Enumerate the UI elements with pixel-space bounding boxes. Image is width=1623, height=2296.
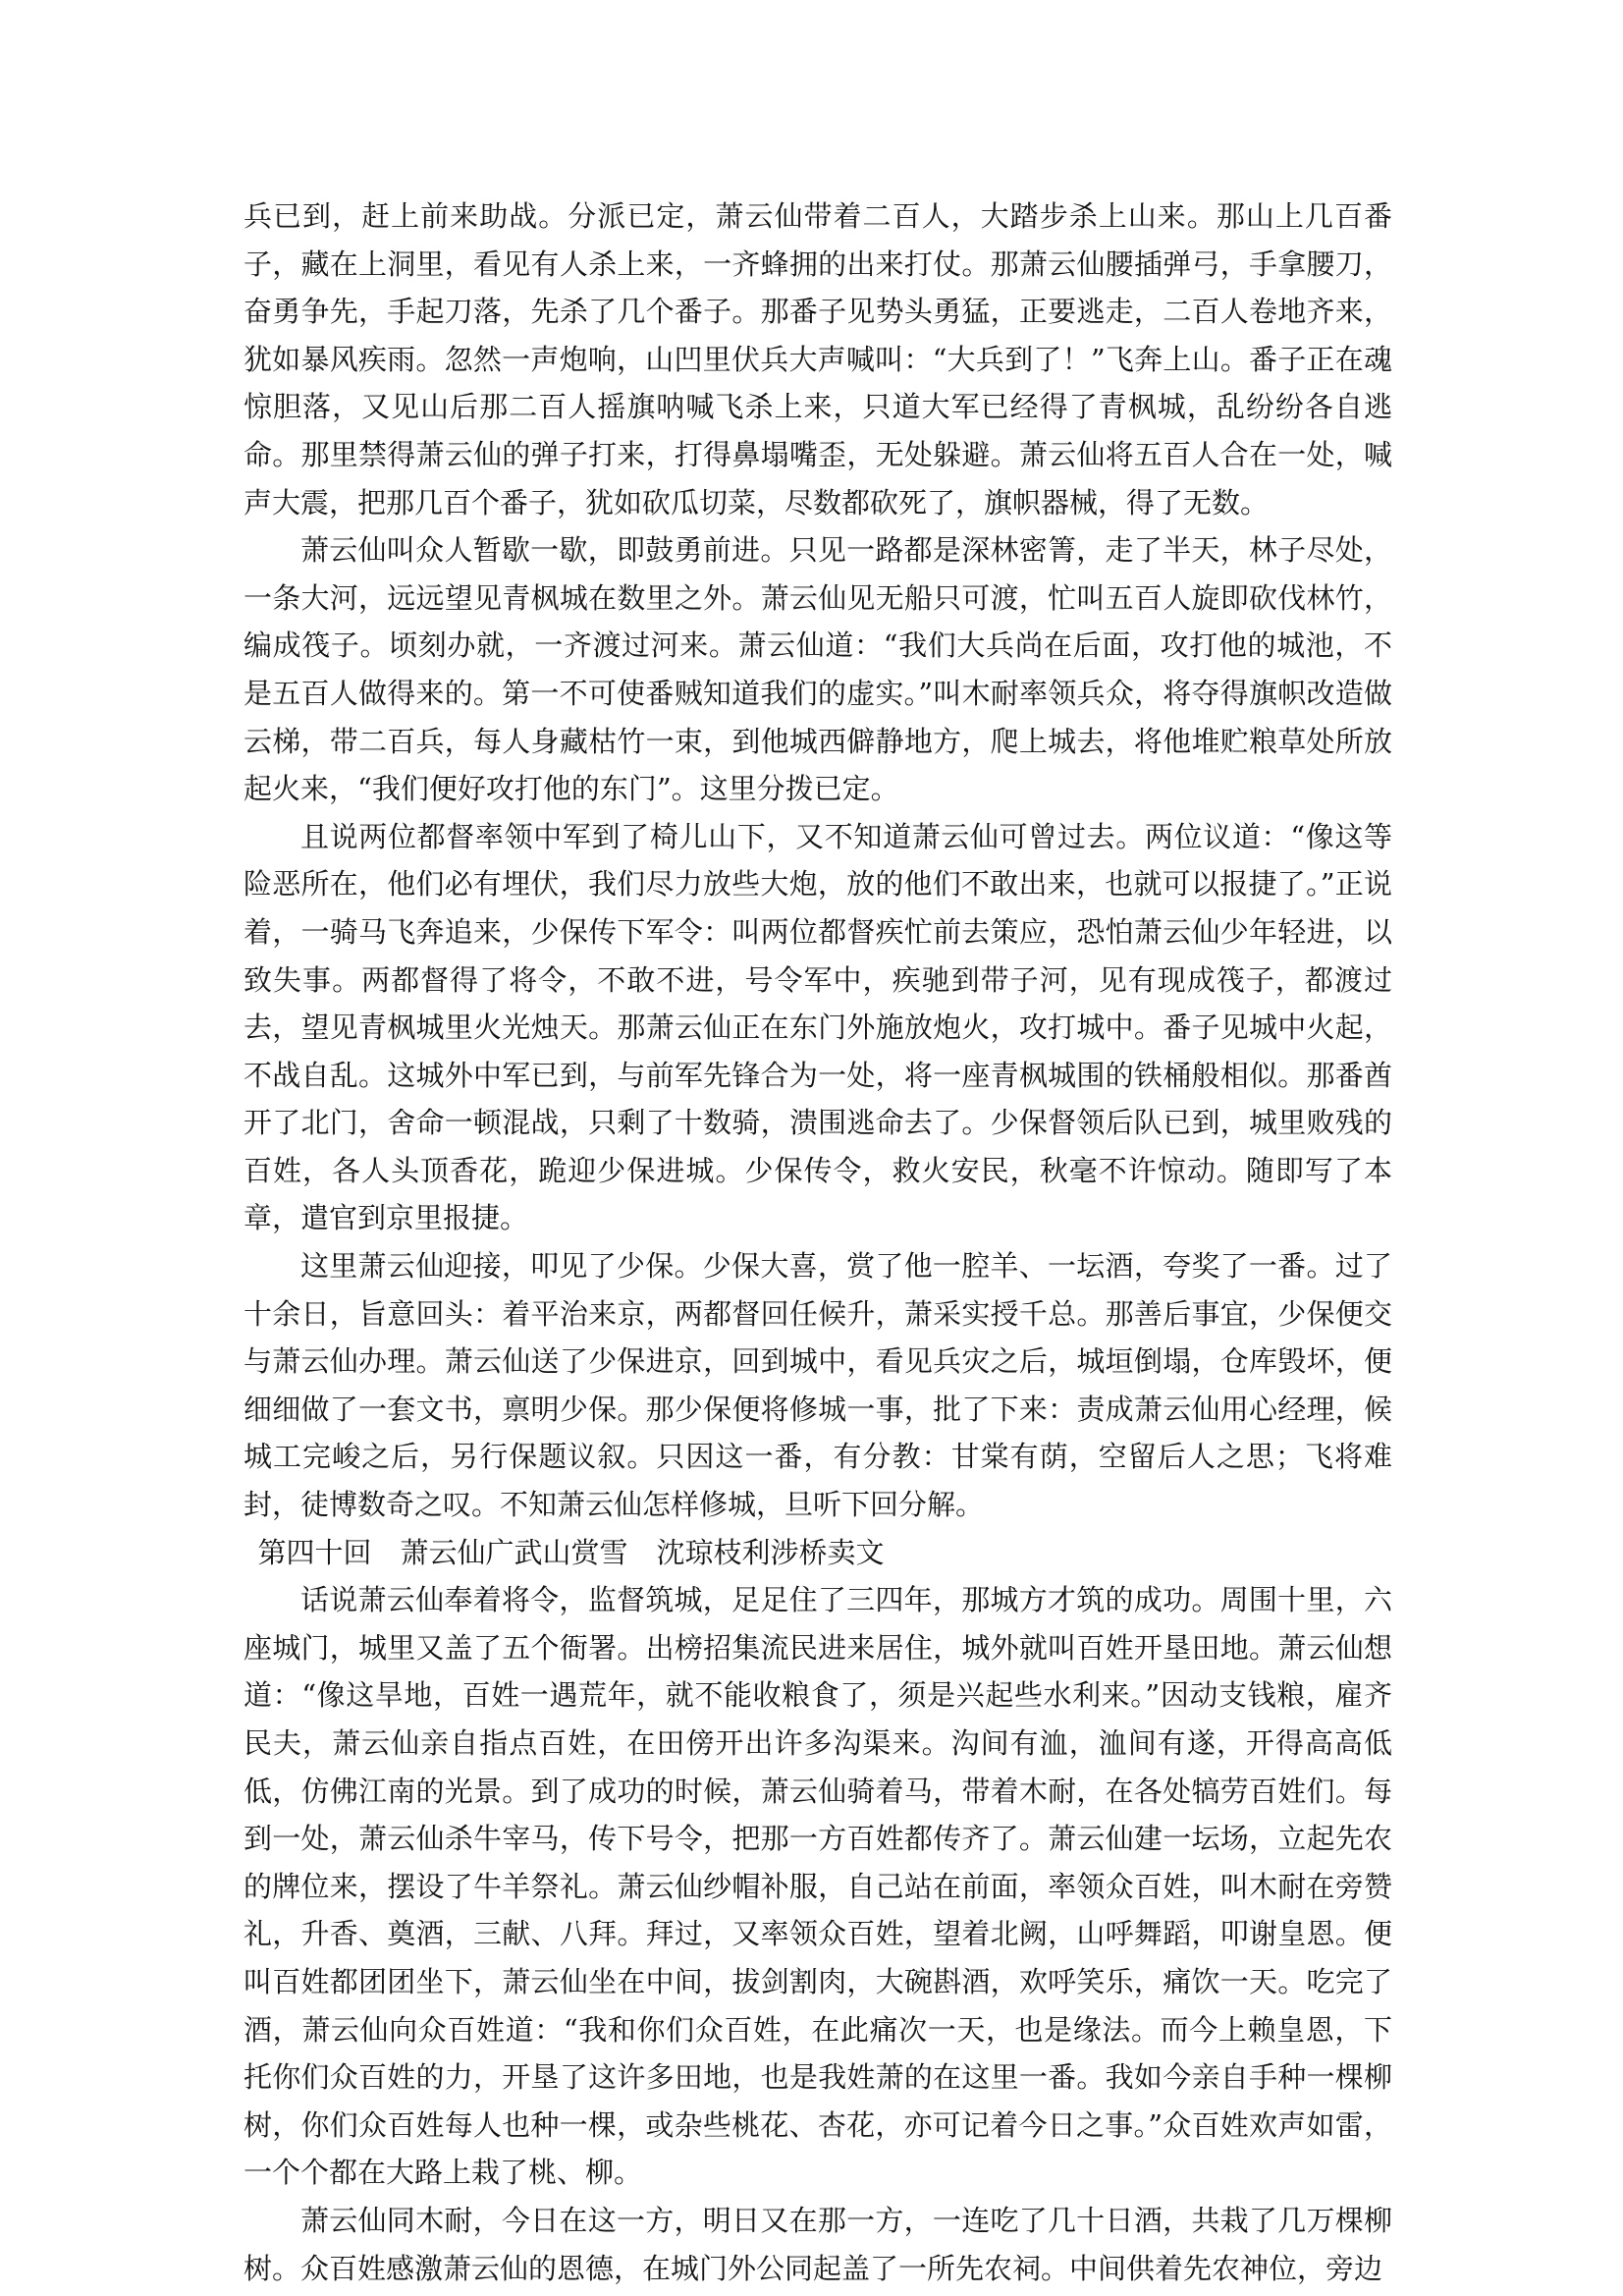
- paragraph-continuation: 兵已到，赶上前来助战。分派已定，萧云仙带着二百人，大踏步杀上山来。那山上几百番子，藏在上洞里，看见有人杀上来，一齐蜂拥的出来打仗。那萧云仙腰插弹弓，手拿腰刀，奋勇争先，手起刀落，先杀了几个番子。那番子见势头勇猛，正要逃走，二百人卷地齐来，犹如暴风疾雨。忽然一声炮响，山凹里伏兵大声喊叫：“大兵到了！”飞奔上山。番子正在魂惊胆落，又见山后那二百人摇旗呐喊飞杀上来，只道大军已经得了青枫城，乱纷纷各自逃命。那里禁得萧云仙的弹子打来，打得鼻塌嘴歪，无处躲避。萧云仙将五百人合在一处，喊声大震，把那几百个番子，犹如砍瓜切菜，尽数都砍死了，旗帜器械，得了无数。: [243, 199, 1392, 519]
- paragraph-willow-planting: 萧云仙同木耐，今日在这一方，明日又在那一方，一连吃了几十日酒，共栽了几万棵柳树。众百姓感激萧云仙的恩德，在城门外公同起盖了一所先农祠。中间供着先农神位，旁边: [243, 2203, 1392, 2285]
- document-page: [243, 192, 1392, 2292]
- paragraph-reward-and-city-repair: 这里萧云仙迎接，叩见了少保。少保大喜，赏了他一腔羊、一坛酒，夸奖了一番。过了十余日，旨意回头：着平治来京，两都督回任候升，萧采实授千总。那善后事宜，少保便交与萧云仙办理。萧云仙送了少保进京，回到城中，看见兵灾之后，城垣倒塌，仓库毁坏，便细细做了一套文书，禀明少保。那少保便将修城一事，批了下来：责成萧云仙用心经理，候城工完峻之后，另行保题议叙。只因这一番，有分教：甘棠有荫，空留后人之思；飞将难封，徒博数奇之叹。不知萧云仙怎样修城，旦听下回分解。: [243, 1249, 1392, 1522]
- paragraph-xiao-yunxian-river-crossing: 萧云仙叫众人暂歇一歇，即鼓勇前进。只见一路都是深林密箐，走了半天，林子尽处，一条大河，远远望见青枫城在数里之外。萧云仙见无船只可渡，忙叫五百人旋即砍伐林竹，编成筏子。顷刻办就，一齐渡过河来。萧云仙道：“我们大兵尚在后面，攻打他的城池，不是五百人做得来的。第一不可使番贼知道我们的虚实。”叫木耐率领兵众，将夺得旗帜改造做云梯，带二百兵，每人身藏枯竹一束，到他城西僻静地方，爬上城去，将他堆贮粮草处所放起火来，“我们便好攻打他的东门”。这里分拨已定。: [243, 533, 1392, 806]
- chapter-heading: 第四十回 萧云仙广武山赏雪 沈琼枝利涉桥卖文: [257, 1535, 885, 1569]
- paragraph-commanders-advance: 且说两位都督率领中军到了椅儿山下，又不知道萧云仙可曾过去。两位议道：“像这等险恶所在，他们必有埋伏，我们尽力放些大炮，放的他们不敢出来，也就可以报捷了。”正说着，一骑马飞奔追来，少保传下军令：叫两位都督疾忙前去策应，恐怕萧云仙少年轻进，以致失事。两都督得了将令，不敢不进，号令军中，疾驰到带子河，见有现成筏子，都渡过去，望见青枫城里火光烛天。那萧云仙正在东门外施放炮火，攻打城中。番子见城中火起，不战自乱。这城外中军已到，与前军先锋合为一处，将一座青枫城围的铁桶般相似。那番酋开了北门，舍命一顿混战，只剩了十数骑，溃围逃命去了。少保督领后队已到，城里败残的百姓，各人头顶香花，跪迎少保进城。少保传令，救火安民，秋毫不许惊动。随即写了本章，遣官到京里报捷。: [243, 819, 1392, 1235]
- paragraph-city-built-and-irrigation: 话说萧云仙奉着将令，监督筑城，足足住了三四年，那城方才筑的成功。周围十里，六座城门，城里又盖了五个衙署。出榜招集流民进来居住，城外就叫百姓开垦田地。萧云仙想道：“像这旱地，百姓一遇荒年，就不能收粮食了，须是兴起些水利来。”因动支钱粮，雇齐民夫，萧云仙亲自指点百姓，在田傍开出许多沟渠来。沟间有洫，洫间有遂，开得高高低低，仿佛江南的光景。到了成功的时候，萧云仙骑着马，带着木耐，在各处犒劳百姓们。每到一处，萧云仙杀牛宰马，传下号令，把那一方百姓都传齐了。萧云仙建一坛场，立起先农的牌位来，摆设了牛羊祭礼。萧云仙纱帽补服，自己站在前面，率领众百姓，叫木耐在旁赞礼，升香、奠酒，三献、八拜。拜过，又率领众百姓，望着北阙，山呼舞蹈，叩谢皇恩。便叫百姓都团团坐下，萧云仙坐在中间，拔剑割肉，大碗斟酒，欢呼笑乐，痛饮一天。吃完了酒，萧云仙向众百姓道：“我和你们众百姓，在此痛次一天，也是缘法。而今上赖皇恩，下托你们众百姓的力，开垦了这许多田地，也是我姓萧的在这里一番。我如今亲自手种一棵柳树，你们众百姓每人也种一棵，或杂些桃花、杏花，亦可记着今日之事。”众百姓欢声如雷，一个个都在大路上栽了桃、柳。: [243, 1583, 1392, 2190]
